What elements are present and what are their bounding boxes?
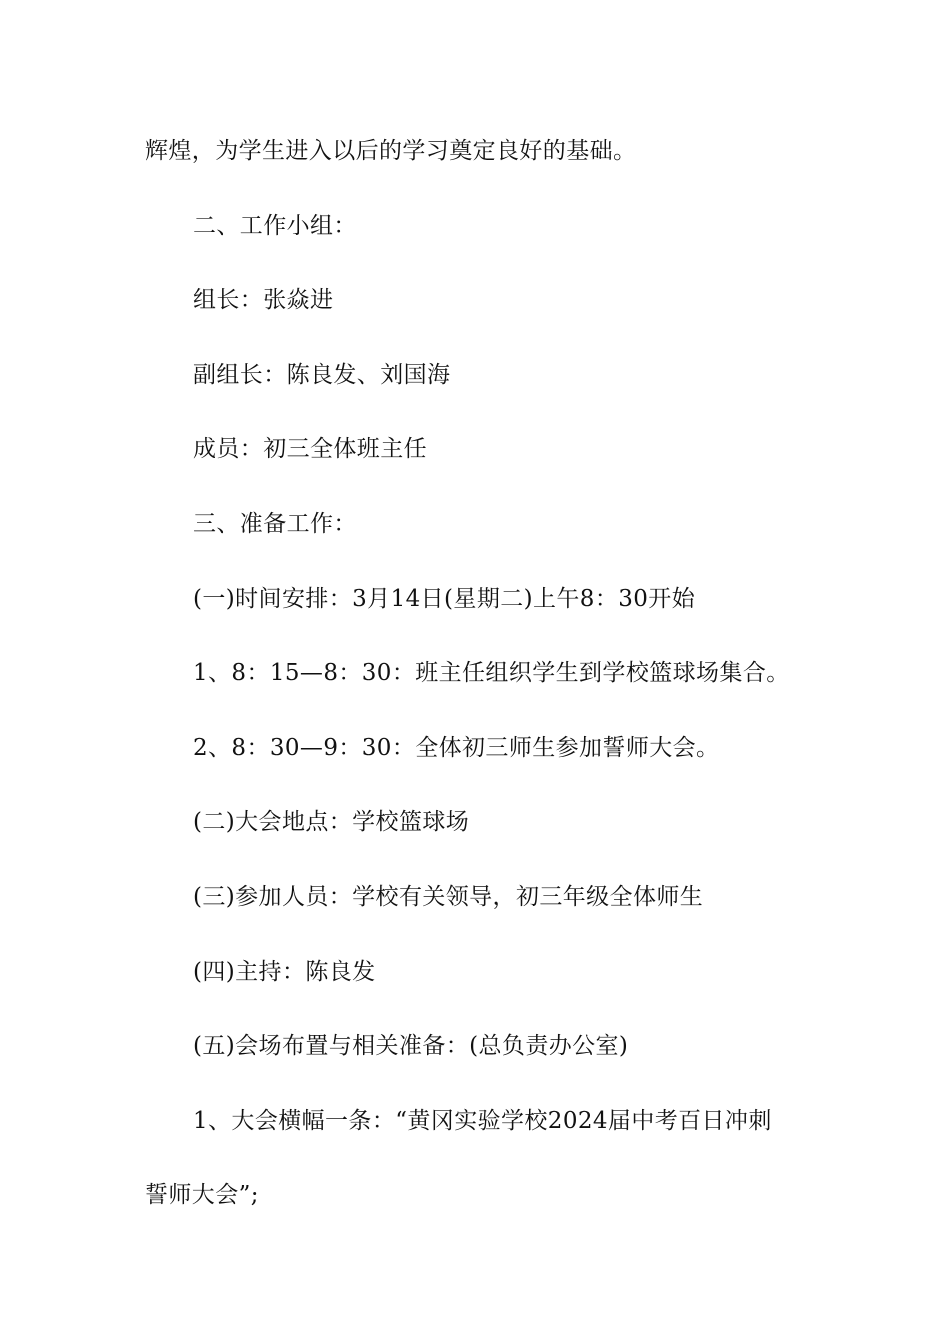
text-line-venue: (二)大会地点：学校篮球场 <box>193 809 470 835</box>
text-line-participants: (三)参加人员：学校有关领导，初三年级全体师生 <box>193 884 704 910</box>
heading-preparation: 三、准备工作： <box>193 511 357 537</box>
text-line-schedule-item-1: 1、8：15—8：30：班主任组织学生到学校篮球场集合。 <box>193 660 790 686</box>
heading-work-group: 二、工作小组： <box>193 213 357 239</box>
text-line-host: (四)主持：陈良发 <box>193 959 376 985</box>
text-line-members: 成员：初三全体班主任 <box>193 436 427 462</box>
text-line-banner-continuation: 誓师大会”; <box>145 1182 259 1208</box>
text-line-continuation: 辉煌，为学生进入以后的学习奠定良好的基础。 <box>145 138 637 164</box>
text-line-banner: 1、大会横幅一条：“黄冈实验学校2024届中考百日冲刺 <box>193 1108 772 1134</box>
text-line-leader: 组长：张焱进 <box>193 287 334 313</box>
text-line-deputy-leaders: 副组长：陈良发、刘国海 <box>193 362 451 388</box>
text-line-venue-setup: (五)会场布置与相关准备：(总负责办公室) <box>193 1033 629 1059</box>
text-line-schedule-item-2: 2、8：30—9：30：全体初三师生参加誓师大会。 <box>193 735 720 761</box>
text-line-schedule: (一)时间安排：3月14日(星期二)上午8：30开始 <box>193 586 696 612</box>
